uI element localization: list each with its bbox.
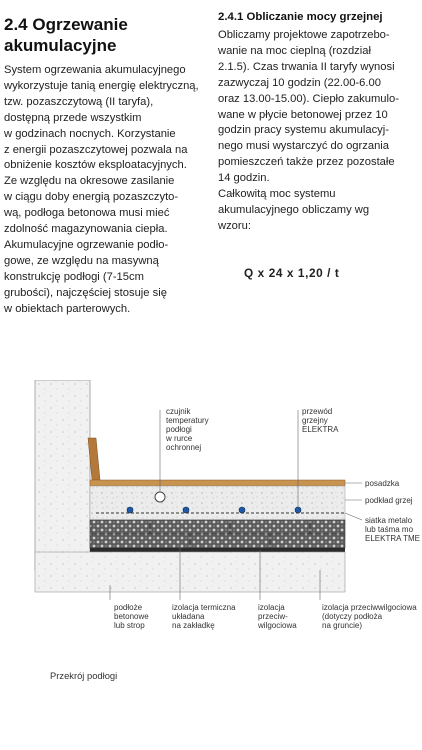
body-line: z energii pozaszczytowej pozwala na bbox=[4, 143, 188, 156]
body-line: Całkowitą moc systemu bbox=[218, 188, 336, 201]
podloze-label: podłoże betonowe lub strop bbox=[114, 603, 149, 630]
section-title-line-2: akumulacyjne bbox=[4, 36, 117, 55]
body-line: wą, podłoga betonowa musi mieć bbox=[4, 207, 170, 220]
body-line: Obliczamy projektowe zapotrzebo- bbox=[218, 29, 390, 41]
body-line: pomieszczeń także przez pozostałe bbox=[218, 156, 395, 169]
heating-cable bbox=[295, 507, 301, 513]
heating-cable bbox=[239, 507, 245, 513]
power-formula: Q x 24 x 1,20 / t bbox=[244, 266, 340, 280]
base-slab bbox=[35, 552, 345, 592]
heating-cable bbox=[183, 507, 189, 513]
moisture-insulation-label: izolacja przeciw- wilgociowa bbox=[258, 603, 297, 630]
body-line: akumulacyjnego obliczamy wg bbox=[218, 203, 370, 216]
body-line: grubości), najczęściej stosuje się bbox=[4, 286, 167, 299]
body-line: nego musi wystarczyć do ogrzania bbox=[218, 140, 389, 153]
body-line: tzw. pozaszczytową (II taryfa), bbox=[4, 95, 154, 108]
wall bbox=[35, 380, 90, 570]
heating-screed bbox=[90, 486, 345, 520]
floor-finish bbox=[90, 480, 345, 486]
body-line: konstrukcję podłogi (7-15cm bbox=[4, 270, 144, 283]
sensor-tube bbox=[155, 492, 165, 502]
body-line: w godzinach nocnych. Korzystanie bbox=[4, 127, 176, 140]
body-line: wanie na moc cieplną (rozdział bbox=[218, 44, 371, 57]
thermal-insulation-label: izolacja termiczna układana na zakładkę bbox=[172, 603, 236, 630]
siatka-label: siatka metalo lub taśma mo ELEKTRA TME bbox=[365, 516, 420, 543]
body-line: zazwyczaj 10 godzin (22.00-6.00 bbox=[218, 76, 381, 89]
section-title-line-1: Ogrzewanie bbox=[32, 15, 128, 34]
thermal-insulation-top bbox=[90, 520, 345, 534]
body-line: zdolność magazynowania ciepła. bbox=[4, 223, 168, 236]
podklad-label: podkład grzej bbox=[365, 496, 413, 505]
body-line: 2.1.5). Czas trwania II taryfy wynosi bbox=[218, 60, 395, 73]
body-line: w obiektach parterowych. bbox=[4, 302, 131, 315]
body-line: wane w płycie betonowej przez 10 bbox=[218, 108, 388, 121]
body-line: System ogrzewania akumulacyjnego bbox=[4, 64, 186, 76]
moisture-barrier bbox=[90, 548, 345, 552]
body-line: 14 godzin. bbox=[218, 172, 270, 185]
body-line: Akumulacyjne ogrzewanie podło- bbox=[4, 238, 169, 251]
body-line: obniżenie kosztów eksploatacyjnych. bbox=[4, 159, 187, 172]
body-line: Ze względu na okresowe zasilanie bbox=[4, 175, 175, 188]
body-line: gowe, ze względu na masywną bbox=[4, 254, 159, 267]
heating-cable bbox=[127, 507, 133, 513]
thermal-insulation-bottom bbox=[90, 534, 345, 548]
posadzka-label: posadzka bbox=[365, 479, 400, 488]
body-line: wykorzystuje tanią energię elektryczną, bbox=[4, 79, 199, 92]
section-body bbox=[4, 63, 210, 318]
diagram-caption: Przekrój podłogi bbox=[50, 670, 118, 681]
body-line: wzoru: bbox=[218, 219, 251, 232]
cable-label: przewód grzejny ELEKTRA bbox=[302, 407, 339, 434]
subsection-title: 2.4.1 Obliczanie mocy grzejnej bbox=[218, 11, 383, 23]
sensor-label: czujnik temperatury podłogi w rurce ochronnej bbox=[166, 407, 209, 452]
section-title bbox=[4, 14, 204, 56]
body-line: godzin pracy systemu akumulacyj- bbox=[218, 124, 389, 137]
body-line: dostępną przede wszystkim bbox=[4, 111, 142, 124]
ground-insulation-label: izolacja przeciwwilgociowa (dotyczy podłoża na gruncie) bbox=[322, 603, 417, 630]
floor-cross-section-diagram bbox=[0, 380, 422, 680]
body-line: w ciągu doby energią pozaszczyto- bbox=[4, 191, 179, 204]
body-line: oraz 13.00-15.00). Ciepło zakumulo- bbox=[218, 92, 399, 105]
subsection-body bbox=[218, 28, 418, 235]
section-number: 2.4 bbox=[4, 15, 28, 34]
